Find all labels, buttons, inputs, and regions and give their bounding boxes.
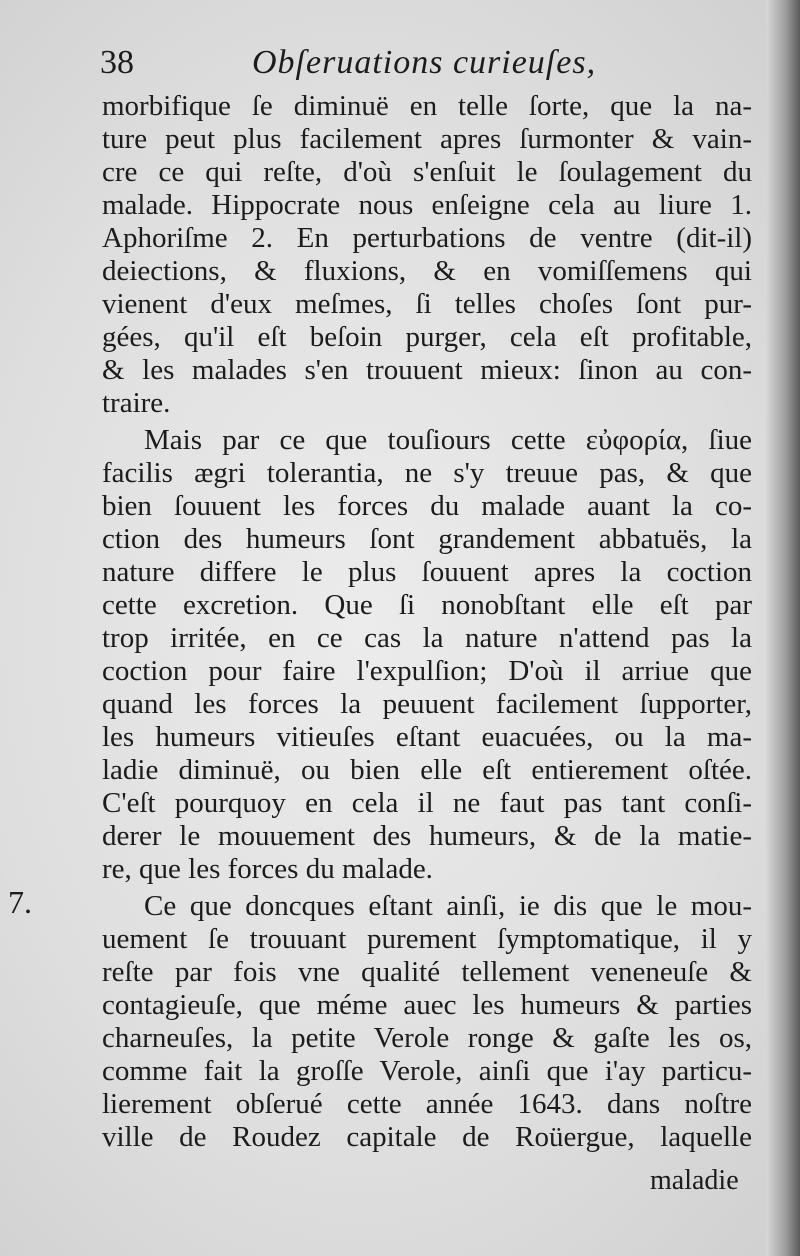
- text-line: vienent d'eux meſmes, ſi telles choſes ſont pur-: [102, 288, 752, 320]
- text-line: gées, qu'il eſt beſoin purger, cela eſt profitable,: [102, 321, 752, 353]
- text-line: malade. Hippocrate nous enſeigne cela au liure 1.: [102, 189, 752, 221]
- text-line: derer le mouuement des humeurs, & de la matie-: [102, 820, 752, 852]
- text-line: cre ce qui reſte, d'où s'enſuit le ſoulagement du: [102, 156, 752, 188]
- text-line: facilis ægri tolerantia, ne s'y treuue pas, & que: [102, 457, 752, 489]
- text-line: & les malades s'en trouuent mieux: ſinon au con-: [102, 354, 752, 386]
- page-number: 38: [100, 44, 134, 81]
- text-line: Mais par ce que touſiours cette εὐφορία, ſiue: [144, 424, 752, 456]
- text-line: ville de Roudez capitale de Roüergue, laquelle: [102, 1121, 752, 1153]
- text-line: Aphoriſme 2. En perturbations de ventre (dit-il): [102, 222, 752, 254]
- text-line: reſte par fois vne qualité tellement veneneuſe &: [102, 956, 752, 988]
- text-line: traire.: [102, 387, 171, 419]
- page-binding-edge: [766, 0, 800, 1256]
- text-line: Ce que doncques eſtant ainſi, ie dis que le mou-: [144, 890, 752, 922]
- text-line: quand les forces la peuuent facilement ſupporter,: [102, 688, 752, 720]
- running-title: Obſeruations curieuſes,: [252, 44, 597, 81]
- text-line: comme fait la groſſe Verole, ainſi que i'ay particu-: [102, 1055, 752, 1087]
- text-line: bien ſouuent les forces du malade auant la co-: [102, 490, 752, 522]
- text-line: contagieuſe, que méme auec les humeurs & parties: [102, 989, 752, 1021]
- text-line: ladie diminuë, ou bien elle eſt entierement oſtée.: [102, 754, 752, 786]
- text-line: C'eſt pourquoy en cela il ne faut pas tant conſi-: [102, 787, 752, 819]
- text-line: uement ſe trouuant purement ſymptomatique, il y: [102, 923, 752, 955]
- text-line: lierement obſerué cette année 1643. dans noſtre: [102, 1088, 752, 1120]
- text-line: nature differe le plus ſouuent apres la coction: [102, 556, 752, 588]
- text-line: ction des humeurs ſont grandement abbatuës, la: [102, 523, 752, 555]
- margin-note: 7.: [8, 884, 32, 920]
- text-line: cette excretion. Que ſi nonobſtant elle eſt par: [102, 589, 752, 621]
- text-line: re, que les forces du malade.: [102, 853, 433, 885]
- text-line: morbifique ſe diminuë en telle ſorte, que la na-: [102, 90, 752, 122]
- text-line: les humeurs vitieuſes eſtant euacuées, ou la ma-: [102, 721, 752, 753]
- text-line: trop irritée, en ce cas la nature n'attend pas la: [102, 622, 752, 654]
- text-line: ture peut plus facilement apres ſurmonter & vain-: [102, 123, 752, 155]
- page-header: [100, 40, 760, 90]
- text-line: charneuſes, la petite Verole ronge & gaſte les os,: [102, 1022, 752, 1054]
- text-line: coction pour faire l'expulſion; D'où il arriue que: [102, 655, 752, 687]
- text-line: deiections, & fluxions, & en vomiſſemens qui: [102, 255, 752, 287]
- catchword: maladie: [650, 1165, 739, 1196]
